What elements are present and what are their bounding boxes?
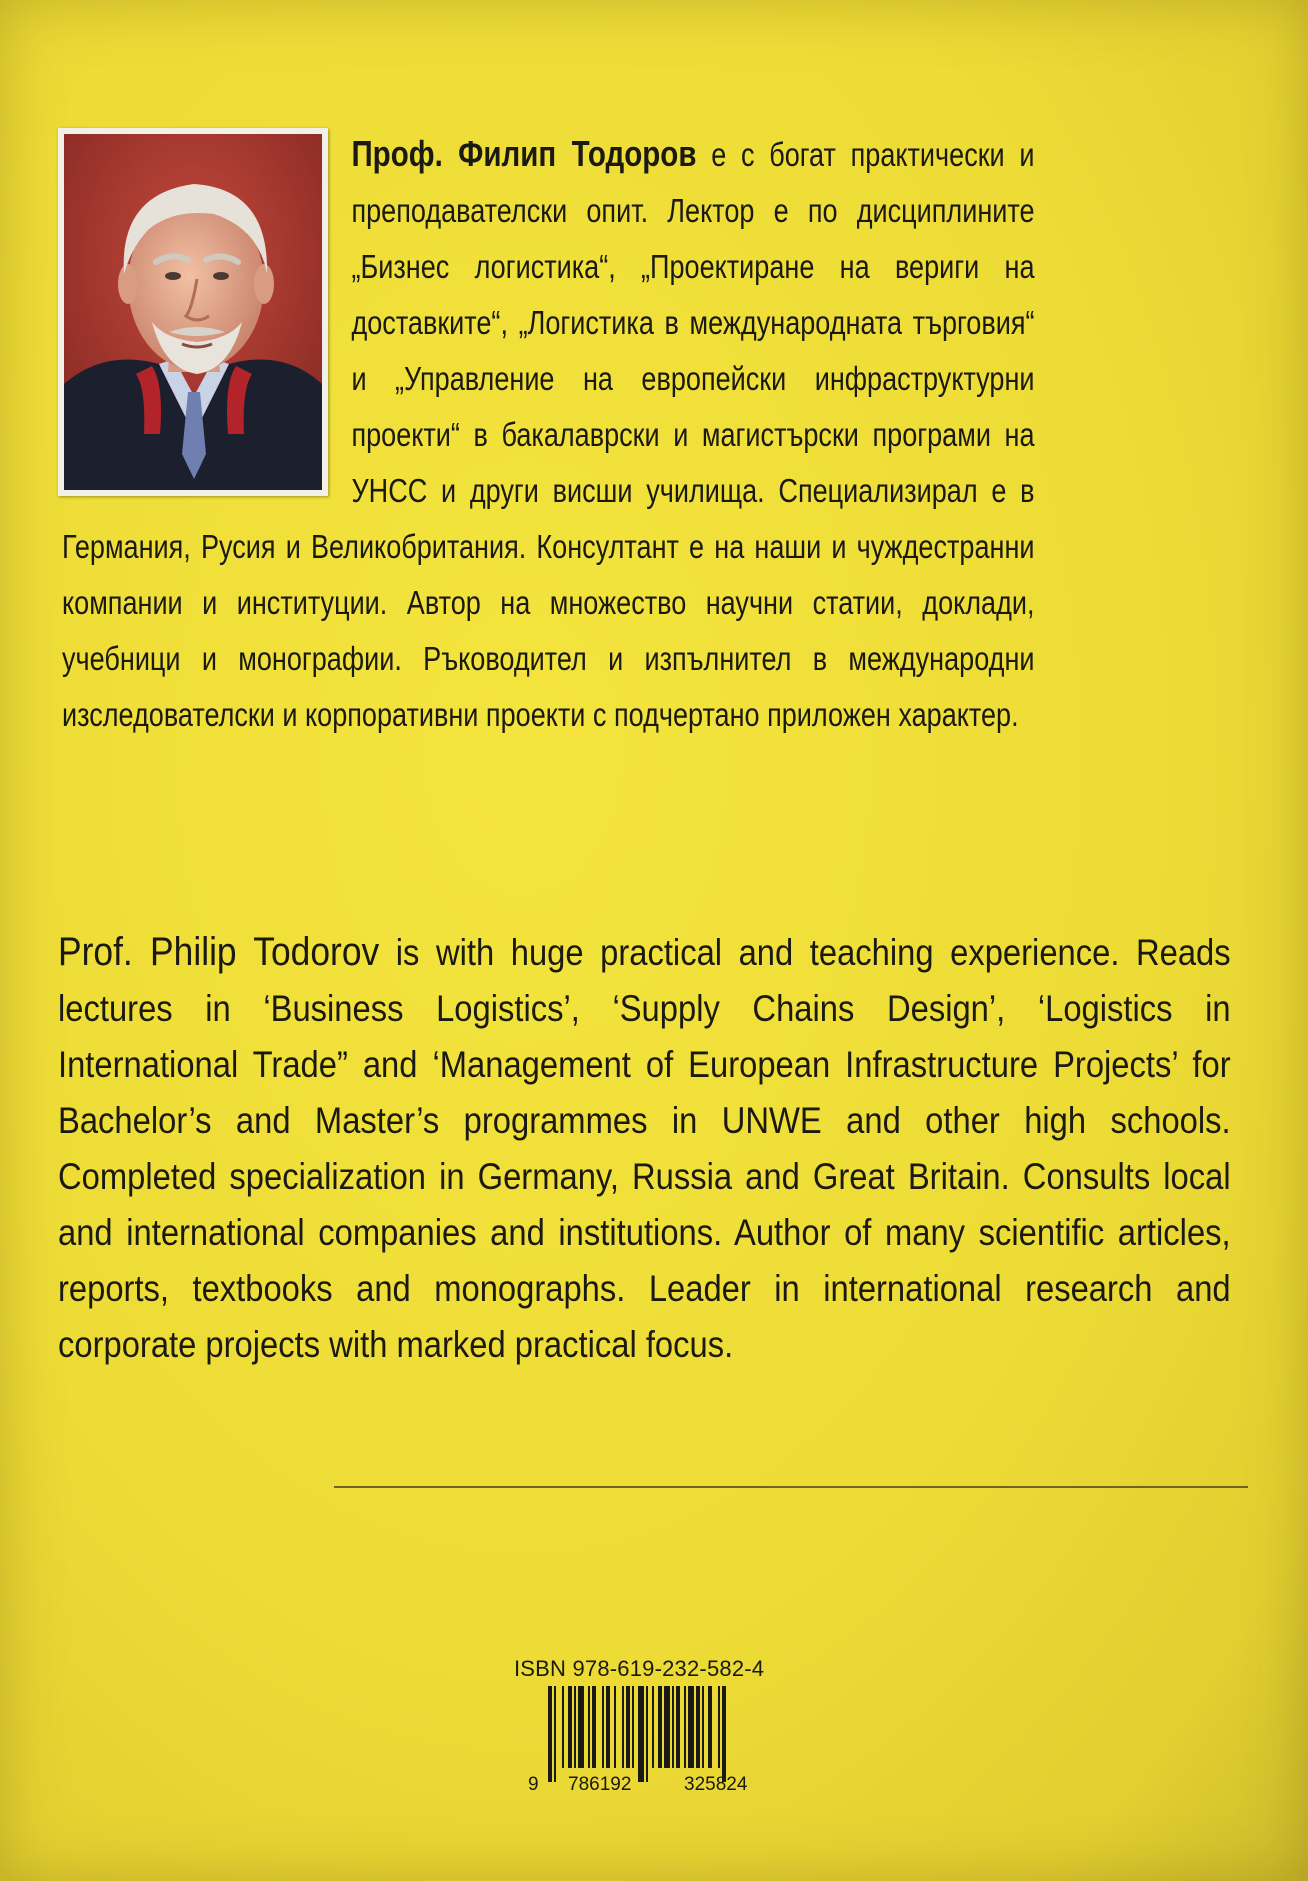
barcode-bar	[684, 1686, 686, 1768]
barcode-bar	[722, 1686, 726, 1782]
barcode-bar	[718, 1686, 720, 1768]
barcode-bar	[574, 1686, 576, 1768]
barcode-bar	[602, 1686, 604, 1768]
barcode-graphic	[524, 1686, 794, 1796]
divider-line	[334, 1486, 1248, 1488]
barcode-first-digit: 9	[528, 1774, 539, 1795]
barcode-bar	[646, 1686, 648, 1782]
english-bio-text: is with huge practical and teaching experience. Reads lectures in ‘Business Logistics’, ‘Supply Chains Design’, ‘Logistics in International Trade” and ‘Management of European Infrastructure Projects’ for Bachelor’s and Master’s programmes in UNWE and other high schools. Completed specialization in Germany, Russia and Great Britain. Consults local and international companies and institutions. Author of many scientific articles, reports, textbooks and monographs. Leader in international research and corporate projects with marked practical focus.	[58, 932, 1231, 1365]
bulgarian-author-name: Проф. Филип Тодоров	[351, 133, 697, 174]
barcode-bar	[638, 1686, 644, 1782]
bulgarian-biography	[62, 126, 1035, 743]
barcode-bar	[696, 1686, 700, 1768]
bulgarian-bio-text: е с богат практически и преподавателски опит. Лектор е по дисциплините „Бизнес логистика“, „Проектиране на вериги на доставките“, „Логистика в международната търговия“ и „Управление на европейски инфраструктурни проекти“ в бакалаврски и магистърски програми на УНСС и други висши училища. Специализирал е в Германия, Русия и Великобритания. Консултант е на наши и чуждестранни компании и институции. Автор на множество научни статии, доклади, учебници и монографии. Ръководител и изпълнител в международни изследователски и корпоративни проекти с подчертано приложен характер.	[62, 136, 1035, 733]
barcode-bar	[632, 1686, 634, 1768]
barcode-bar	[626, 1686, 630, 1768]
barcode-bar	[708, 1686, 712, 1768]
barcode-bar	[554, 1686, 556, 1782]
barcode-left-digits: 786192	[568, 1774, 632, 1795]
english-biography	[58, 924, 1231, 1373]
barcode-bar	[676, 1686, 680, 1768]
barcode-bar	[622, 1686, 624, 1768]
barcode-bar	[702, 1686, 704, 1768]
barcode-bar	[688, 1686, 694, 1768]
barcode-bar	[562, 1686, 564, 1768]
barcode-bar	[592, 1686, 596, 1768]
barcode-bar	[672, 1686, 674, 1768]
barcode-bar	[658, 1686, 662, 1768]
isbn-label: ISBN 978-619-232-582-4	[514, 1656, 765, 1681]
barcode-bar	[664, 1686, 670, 1768]
barcode-bar	[652, 1686, 654, 1768]
barcode-bar	[606, 1686, 610, 1768]
english-author-name: Prof. Philip Todorov	[58, 930, 380, 974]
isbn-barcode	[524, 1686, 794, 1796]
barcode-right-digits: 325824	[684, 1774, 748, 1795]
barcode-bar	[548, 1686, 552, 1782]
barcode-bar	[588, 1686, 590, 1768]
barcode-bar	[614, 1686, 616, 1768]
barcode-bar	[568, 1686, 572, 1768]
barcode-bar	[578, 1686, 584, 1768]
